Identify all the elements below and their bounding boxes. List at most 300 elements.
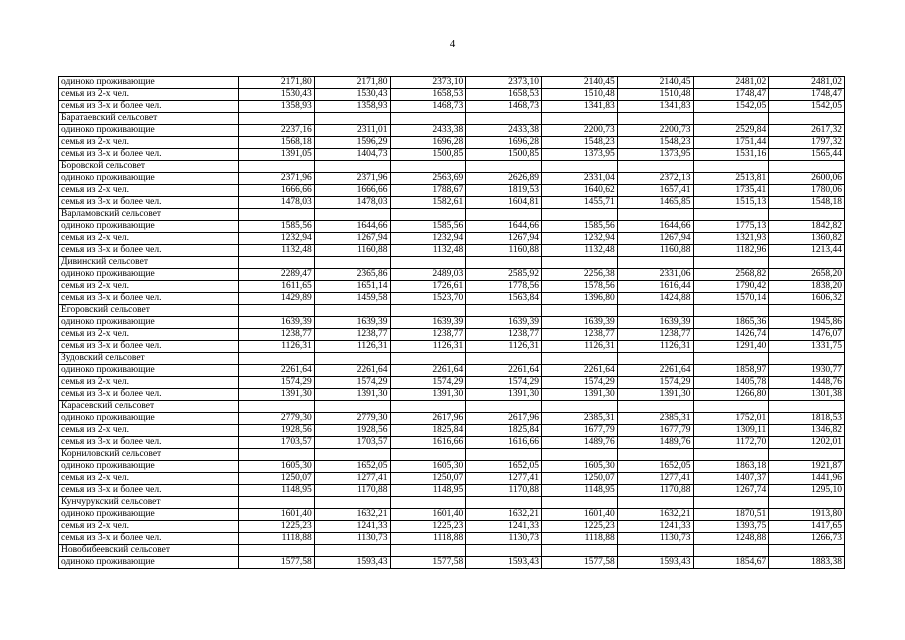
table-cell: 2140,45: [617, 77, 693, 89]
table-cell: [390, 353, 466, 365]
table-cell: 1250,07: [390, 473, 466, 485]
table-cell: 1639,39: [314, 317, 390, 329]
table-cell: 1639,39: [390, 317, 466, 329]
table-cell: 1748,47: [693, 89, 769, 101]
council-header-row: [59, 257, 845, 269]
table-cell: 1238,77: [617, 329, 693, 341]
council-header-row: [59, 113, 845, 125]
table-cell: 2261,64: [239, 365, 315, 377]
table-cell: [466, 113, 542, 125]
table-cell: 2331,04: [542, 173, 618, 185]
row-label: семья из 2-х чел.: [59, 425, 239, 437]
table-cell: [466, 257, 542, 269]
table-cell: [314, 305, 390, 317]
table-cell: 1605,30: [542, 461, 618, 473]
table-cell: [542, 401, 618, 413]
table-cell: 1232,94: [542, 233, 618, 245]
table-cell: 1658,53: [390, 89, 466, 101]
table-cell: 1818,53: [769, 413, 845, 425]
council-header-row: [59, 401, 845, 413]
table-cell: 1267,94: [314, 233, 390, 245]
table-cell: 1465,85: [617, 197, 693, 209]
table-row: [59, 245, 845, 257]
table-cell: 1632,21: [314, 509, 390, 521]
table-cell: [390, 545, 466, 557]
table-cell: 1616,44: [617, 281, 693, 293]
table-cell: [239, 161, 315, 173]
table-cell: [542, 545, 618, 557]
council-name: Варламовский сельсовет: [59, 209, 239, 221]
table-row: [59, 89, 845, 101]
table-cell: [693, 305, 769, 317]
table-cell: [693, 401, 769, 413]
table-row: [59, 173, 845, 185]
table-cell: 1542,05: [769, 101, 845, 113]
row-label: семья из 3-х и более чел.: [59, 341, 239, 353]
table-cell: 1130,73: [466, 533, 542, 545]
table-cell: [693, 353, 769, 365]
table-cell: 2433,38: [390, 125, 466, 137]
council-header-row: [59, 161, 845, 173]
table-cell: 1148,95: [390, 485, 466, 497]
table-cell: [314, 257, 390, 269]
table-cell: 1574,29: [617, 377, 693, 389]
table-cell: 2140,45: [542, 77, 618, 89]
table-cell: 1605,30: [390, 461, 466, 473]
table-cell: 1391,30: [314, 389, 390, 401]
table-cell: 1752,01: [693, 413, 769, 425]
council-header-row: [59, 497, 845, 509]
table-cell: [466, 209, 542, 221]
table-cell: 1515,13: [693, 197, 769, 209]
table-cell: 1404,73: [314, 149, 390, 161]
table-cell: 2563,69: [390, 173, 466, 185]
table-cell: 1126,31: [617, 341, 693, 353]
table-cell: 1703,57: [314, 437, 390, 449]
table-cell: 1250,07: [239, 473, 315, 485]
table-cell: 1358,93: [239, 101, 315, 113]
table-cell: 1651,14: [314, 281, 390, 293]
table-cell: 1478,03: [314, 197, 390, 209]
table-cell: [693, 545, 769, 557]
table-cell: 1930,77: [769, 365, 845, 377]
table-cell: 1391,30: [542, 389, 618, 401]
table-cell: 1489,76: [542, 437, 618, 449]
row-label: одиноко проживающие: [59, 173, 239, 185]
row-label: семья из 2-х чел.: [59, 473, 239, 485]
table-cell: [617, 497, 693, 509]
table-cell: 1468,73: [466, 101, 542, 113]
table-cell: 2200,73: [542, 125, 618, 137]
table-cell: 1677,79: [617, 425, 693, 437]
table-cell: [466, 305, 542, 317]
table-cell: 1391,05: [239, 149, 315, 161]
table-row: [59, 77, 845, 89]
table-cell: 2365,86: [314, 269, 390, 281]
table-cell: 1429,89: [239, 293, 315, 305]
table-cell: 1639,39: [542, 317, 618, 329]
table-cell: 1644,66: [617, 221, 693, 233]
row-label: семья из 2-х чел.: [59, 233, 239, 245]
table-cell: [769, 257, 845, 269]
table-cell: 1118,88: [239, 533, 315, 545]
table-row: [59, 341, 845, 353]
table-cell: 1267,74: [693, 485, 769, 497]
table-cell: [693, 497, 769, 509]
table-cell: 1582,61: [390, 197, 466, 209]
table-cell: 2617,32: [769, 125, 845, 137]
table-cell: 1778,56: [466, 281, 542, 293]
table-cell: 1788,67: [390, 185, 466, 197]
table-cell: 1182,96: [693, 245, 769, 257]
council-name: Баратаевский сельсовет: [59, 113, 239, 125]
table-cell: 1652,05: [314, 461, 390, 473]
table-cell: 1241,33: [617, 521, 693, 533]
table-cell: 1883,38: [769, 557, 845, 569]
table-cell: 1657,41: [617, 185, 693, 197]
table-cell: [314, 353, 390, 365]
table-cell: 1170,88: [617, 485, 693, 497]
table-cell: 1542,05: [693, 101, 769, 113]
row-label: одиноко проживающие: [59, 509, 239, 521]
table-cell: 1309,11: [693, 425, 769, 437]
table-cell: [239, 497, 315, 509]
table-cell: 1548,18: [769, 197, 845, 209]
table-cell: 1241,33: [466, 521, 542, 533]
table-row: [59, 329, 845, 341]
table-cell: 1652,05: [617, 461, 693, 473]
row-label: семья из 2-х чел.: [59, 281, 239, 293]
table-cell: 1132,48: [390, 245, 466, 257]
table-cell: 2237,16: [239, 125, 315, 137]
row-label: семья из 2-х чел.: [59, 521, 239, 533]
table-cell: 1780,06: [769, 185, 845, 197]
table-cell: [617, 113, 693, 125]
table-cell: 1391,30: [390, 389, 466, 401]
table-cell: 1267,94: [617, 233, 693, 245]
table-cell: 1267,94: [466, 233, 542, 245]
table-cell: 1225,23: [542, 521, 618, 533]
table-cell: 1696,28: [466, 137, 542, 149]
row-label: семья из 3-х и более чел.: [59, 485, 239, 497]
table-cell: 1510,48: [542, 89, 618, 101]
table-cell: [769, 305, 845, 317]
table-cell: 2200,73: [617, 125, 693, 137]
table-row: [59, 485, 845, 497]
table-cell: [390, 257, 466, 269]
table-cell: 1510,48: [617, 89, 693, 101]
table-cell: 1202,01: [769, 437, 845, 449]
table-row: [59, 521, 845, 533]
table-cell: 2311,01: [314, 125, 390, 137]
table-cell: 1574,29: [466, 377, 542, 389]
table-cell: 2626,89: [466, 173, 542, 185]
table-cell: 2481,02: [769, 77, 845, 89]
table-row: [59, 101, 845, 113]
table-cell: 2289,47: [239, 269, 315, 281]
table-row: [59, 317, 845, 329]
table-cell: [314, 545, 390, 557]
table-cell: 1652,05: [466, 461, 542, 473]
table-cell: 1574,29: [314, 377, 390, 389]
table-cell: 1459,58: [314, 293, 390, 305]
council-name: Зудовский сельсовет: [59, 353, 239, 365]
table-cell: [466, 497, 542, 509]
table-cell: 1601,40: [239, 509, 315, 521]
table-cell: [239, 305, 315, 317]
table-cell: 1601,40: [390, 509, 466, 521]
table-cell: 1666,66: [314, 185, 390, 197]
table-cell: 1126,31: [239, 341, 315, 353]
table-cell: 1945,86: [769, 317, 845, 329]
table-cell: 2371,96: [239, 173, 315, 185]
table-cell: [693, 209, 769, 221]
table-row: [59, 473, 845, 485]
table-cell: 1585,56: [390, 221, 466, 233]
row-label: семья из 3-х и более чел.: [59, 293, 239, 305]
table-cell: 1232,94: [390, 233, 466, 245]
row-label: семья из 2-х чел.: [59, 377, 239, 389]
table-cell: 1565,44: [769, 149, 845, 161]
table-row: [59, 389, 845, 401]
table-cell: [314, 209, 390, 221]
table-cell: 2489,03: [390, 269, 466, 281]
council-name: Дивинский сельсовет: [59, 257, 239, 269]
table-cell: 1797,32: [769, 137, 845, 149]
table-cell: 1500,85: [390, 149, 466, 161]
table-cell: 1393,75: [693, 521, 769, 533]
table-cell: 1148,95: [542, 485, 618, 497]
table-cell: 1266,80: [693, 389, 769, 401]
table-cell: [769, 401, 845, 413]
table-cell: 1241,33: [314, 521, 390, 533]
row-label: семья из 3-х и более чел.: [59, 101, 239, 113]
row-label: одиноко проживающие: [59, 461, 239, 473]
table-cell: [617, 209, 693, 221]
table-cell: 1644,66: [466, 221, 542, 233]
table-cell: [239, 113, 315, 125]
table-cell: [769, 113, 845, 125]
council-name: Боровской сельсовет: [59, 161, 239, 173]
table-cell: 2617,96: [466, 413, 542, 425]
table-cell: [617, 257, 693, 269]
table-cell: 2433,38: [466, 125, 542, 137]
table-cell: 1858,97: [693, 365, 769, 377]
table-cell: 1577,58: [542, 557, 618, 569]
table-cell: 1616,66: [466, 437, 542, 449]
table-row: [59, 233, 845, 245]
table-cell: 1601,40: [542, 509, 618, 521]
table-cell: 1604,81: [466, 197, 542, 209]
table-row: [59, 413, 845, 425]
table-cell: 1172,70: [693, 437, 769, 449]
row-label: одиноко проживающие: [59, 77, 239, 89]
table-cell: 1735,41: [693, 185, 769, 197]
table-cell: 1405,78: [693, 377, 769, 389]
table-cell: 2261,64: [466, 365, 542, 377]
table-row: [59, 377, 845, 389]
table-row: [59, 461, 845, 473]
council-name: Карасевский сельсовет: [59, 401, 239, 413]
table-cell: 2529,84: [693, 125, 769, 137]
table-cell: 2171,80: [314, 77, 390, 89]
table-cell: 1232,94: [239, 233, 315, 245]
table-cell: 1132,48: [542, 245, 618, 257]
table-row: [59, 557, 845, 569]
row-label: семья из 2-х чел.: [59, 89, 239, 101]
table-cell: 1775,13: [693, 221, 769, 233]
table-cell: 1658,53: [466, 89, 542, 101]
table-row: [59, 185, 845, 197]
table-cell: 2385,31: [542, 413, 618, 425]
table-cell: 1250,07: [542, 473, 618, 485]
row-label: одиноко проживающие: [59, 557, 239, 569]
table-cell: 1574,29: [390, 377, 466, 389]
table-cell: 1585,56: [542, 221, 618, 233]
table-cell: [239, 209, 315, 221]
table-cell: 1578,56: [542, 281, 618, 293]
table-cell: 1838,20: [769, 281, 845, 293]
table-cell: 1118,88: [542, 533, 618, 545]
table-row: [59, 125, 845, 137]
table-cell: [617, 353, 693, 365]
table-cell: 1301,38: [769, 389, 845, 401]
row-label: семья из 3-х и более чел.: [59, 149, 239, 161]
table-cell: 1530,43: [314, 89, 390, 101]
table-cell: 1574,29: [542, 377, 618, 389]
table-cell: 1596,29: [314, 137, 390, 149]
table-cell: [542, 305, 618, 317]
table-cell: 1238,77: [466, 329, 542, 341]
table-cell: 1568,18: [239, 137, 315, 149]
table-cell: 1530,43: [239, 89, 315, 101]
row-label: семья из 3-х и более чел.: [59, 245, 239, 257]
page-number: 4: [449, 38, 456, 50]
table-cell: 1854,67: [693, 557, 769, 569]
table-cell: [466, 161, 542, 173]
table-cell: 1606,32: [769, 293, 845, 305]
table-cell: 1842,82: [769, 221, 845, 233]
table-cell: 1523,70: [390, 293, 466, 305]
table-cell: [239, 257, 315, 269]
row-label: семья из 2-х чел.: [59, 137, 239, 149]
table-cell: 2779,30: [314, 413, 390, 425]
table-cell: 2373,10: [390, 77, 466, 89]
table-cell: 1478,03: [239, 197, 315, 209]
table-cell: 1696,28: [390, 137, 466, 149]
table-cell: 1865,36: [693, 317, 769, 329]
table-row: [59, 533, 845, 545]
table-cell: 1593,43: [617, 557, 693, 569]
table-cell: 1321,93: [693, 233, 769, 245]
table-cell: 2261,64: [390, 365, 466, 377]
table-cell: [617, 161, 693, 173]
table-cell: 1644,66: [314, 221, 390, 233]
table-cell: 1126,31: [390, 341, 466, 353]
table-cell: 1605,30: [239, 461, 315, 473]
table-cell: 2261,64: [314, 365, 390, 377]
table-cell: [769, 353, 845, 365]
table-row: [59, 365, 845, 377]
table-cell: 2331,06: [617, 269, 693, 281]
table-cell: 1476,07: [769, 329, 845, 341]
row-label: семья из 2-х чел.: [59, 329, 239, 341]
table-cell: 1407,37: [693, 473, 769, 485]
table-cell: [390, 401, 466, 413]
tariff-table: [58, 76, 845, 569]
table-cell: 2513,81: [693, 173, 769, 185]
table-cell: 2372,13: [617, 173, 693, 185]
table-cell: 1213,44: [769, 245, 845, 257]
council-header-row: [59, 209, 845, 221]
table-cell: 1870,51: [693, 509, 769, 521]
table-cell: 1666,66: [239, 185, 315, 197]
table-cell: 1160,88: [617, 245, 693, 257]
table-cell: 1639,39: [466, 317, 542, 329]
table-cell: 1396,80: [542, 293, 618, 305]
table-row: [59, 221, 845, 233]
table-cell: [239, 449, 315, 461]
table-cell: 1574,29: [239, 377, 315, 389]
table-cell: 1531,16: [693, 149, 769, 161]
table-cell: [617, 305, 693, 317]
table-cell: [390, 209, 466, 221]
table-cell: 2600,06: [769, 173, 845, 185]
table-cell: [542, 161, 618, 173]
table-cell: 1266,73: [769, 533, 845, 545]
table-cell: [390, 497, 466, 509]
table-cell: 1417,65: [769, 521, 845, 533]
row-label: одиноко проживающие: [59, 269, 239, 281]
table-cell: 1825,84: [390, 425, 466, 437]
table-cell: 1928,56: [239, 425, 315, 437]
table-cell: 1130,73: [314, 533, 390, 545]
table-cell: 1295,10: [769, 485, 845, 497]
table-cell: 1913,80: [769, 509, 845, 521]
table-cell: 2261,64: [542, 365, 618, 377]
council-name: Новобибеевский сельсовет: [59, 545, 239, 557]
table-cell: 1373,95: [542, 149, 618, 161]
table-cell: 1928,56: [314, 425, 390, 437]
table-cell: 1616,66: [390, 437, 466, 449]
table-cell: 1703,57: [239, 437, 315, 449]
table-cell: [390, 113, 466, 125]
table-cell: 2171,80: [239, 77, 315, 89]
table-cell: 2373,10: [466, 77, 542, 89]
table-cell: 1726,61: [390, 281, 466, 293]
table-cell: 1585,56: [239, 221, 315, 233]
table-cell: [314, 161, 390, 173]
table-cell: 2481,02: [693, 77, 769, 89]
row-label: семья из 3-х и более чел.: [59, 197, 239, 209]
table-cell: 1238,77: [239, 329, 315, 341]
table-row: [59, 293, 845, 305]
table-cell: 2779,30: [239, 413, 315, 425]
table-cell: 1819,53: [466, 185, 542, 197]
table-cell: [542, 449, 618, 461]
table-cell: 1148,95: [239, 485, 315, 497]
table-cell: [314, 401, 390, 413]
table-row: [59, 437, 845, 449]
row-label: семья из 3-х и более чел.: [59, 533, 239, 545]
table-cell: 1126,31: [466, 341, 542, 353]
table-cell: 1126,31: [542, 341, 618, 353]
table-cell: 1170,88: [314, 485, 390, 497]
table-cell: [617, 401, 693, 413]
council-name: Егоровский сельсовет: [59, 305, 239, 317]
table-cell: 1825,84: [466, 425, 542, 437]
table-cell: 1677,79: [542, 425, 618, 437]
